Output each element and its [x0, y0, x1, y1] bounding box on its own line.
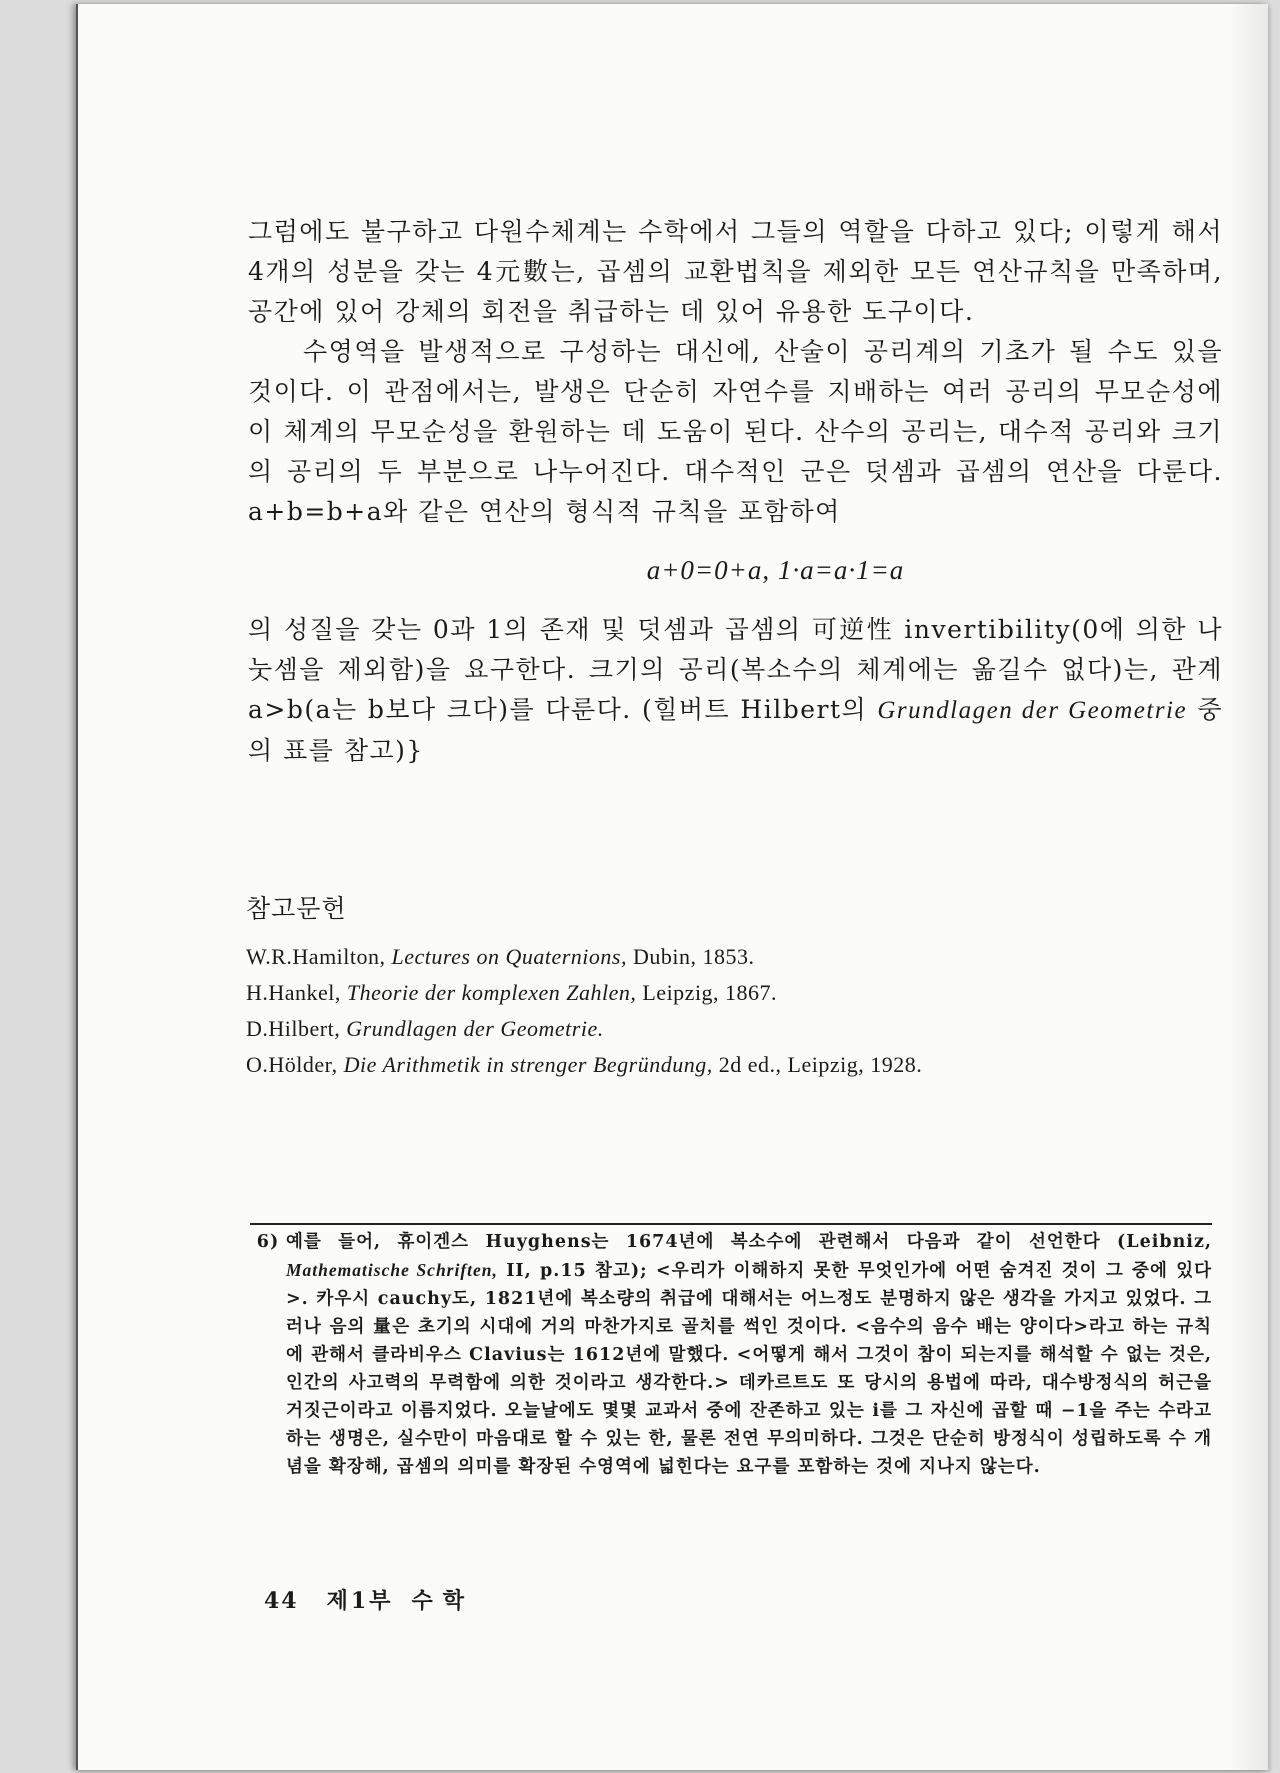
reference-publication: Dubin, 1853.	[626, 944, 755, 969]
subject-label: 수학	[411, 1588, 474, 1614]
footnote-book-title: Mathematische Schriften,	[286, 1260, 498, 1280]
page-footer	[264, 1584, 474, 1615]
footnote-text	[286, 1228, 1212, 1481]
reference-author: W.R.Hamilton,	[246, 944, 392, 969]
footnote-text-part2: II, p.15 참고); <우리가 이해하지 못한 무엇인가에 어떤 숨겨진 것이 그 중에 있다>. 카우시 cauchy도, 1821년에 복소량의 취급에 대해서는 어느정도 분명하지 않은 생각을 가지고 있었다. 그러나 음의 量은 초기의 시대에 거의 마찬가지로 골치를 썩인 것이다. <음수의 음수 배는 양이다>라고 하는 규칙에 관해서 클라비우스 Clavius는 1612년에 말했다. <어떻게 해서 그것이 참이 되는지를 해석할 수 없는 것은, 인간의 사고력의 무력함에 의한 것이라고 생각한다.> 데카르트도 또 당시의 용법에 따라, 대수방정식의 허근을 거짓근이라고 이름지었다. 오늘날에도 몇몇 교과서 중에 잔존하고 있는 i를 그 자신에 곱할 때 −1을 주는 수라고 하는 생명은, 실수만이 마음대로 할 수 있는 한, 물론 전연 무의미하다. 그것은 단순히 방정식이 성립하도록 수 개념을 확장해, 곱셈의 의미를 확장된 수영역에 넓힌다는 요구를 포함하는 것에 지나지 않는다.	[286, 1261, 1213, 1477]
reference-item	[246, 975, 1146, 1011]
references-heading: 참고문헌	[246, 894, 347, 923]
reference-title: Die Arithmetik in strenger Begründung,	[343, 1052, 713, 1077]
main-text-block	[248, 212, 1223, 771]
page-number: 44	[264, 1588, 299, 1614]
paragraph-3-end: 중의 표를 참고)}	[248, 695, 1223, 765]
reference-title: Grundlagen der Geometrie.	[346, 1016, 604, 1041]
reference-author: O.Hölder,	[246, 1052, 344, 1077]
reference-item	[246, 939, 1146, 975]
paragraph-2: 수영역을 발생적으로 구성하는 대신에, 산술이 공리계의 기초가 될 수도 있을 것이다. 이 관점에서는, 발생은 단순히 자연수를 지배하는 여러 공리의 무모순성에 이 체계의 무모순성을 환원하는 데 도움이 된다. 산수의 공리는, 대수적 공리와 크기의 공리의 두 부분으로 나누어진다. 대수적인 군은 덧셈과 곱셈의 연산을 다룬다. a+b=b+a와 같은 연산의 형식적 규칙을 포함하여	[248, 337, 1223, 526]
reference-publication: Leipzig, 1867.	[636, 980, 778, 1005]
reference-title: Theorie der komplexen Zahlen,	[346, 980, 637, 1005]
references-section	[246, 889, 1146, 1083]
reference-author: H.Hankel,	[246, 980, 347, 1005]
reference-author: D.Hilbert,	[246, 1016, 347, 1041]
paragraph-3-book-title: Grundlagen der Geometrie	[877, 697, 1188, 724]
reference-publication: 2d ed., Leipzig, 1928.	[712, 1052, 923, 1077]
footnote-divider	[250, 1223, 1212, 1225]
footnote-text-part1: 예를 들어, 휴이겐스 Huyghens는 1674년에 복소수에 관련해서 다음과 같이 선언한다 (Leibniz,	[286, 1232, 1212, 1252]
reference-item	[246, 1011, 1146, 1047]
page-fold-shadow	[1228, 4, 1268, 1770]
part-label: 제1부	[326, 1588, 394, 1614]
book-page	[76, 4, 1268, 1770]
equation: a+0=0+a, 1·a=a·1=a	[646, 555, 905, 585]
reference-title: Lectures on Quaternions,	[391, 944, 627, 969]
paragraph-3-start: 의 성질을 갖는 0과 1의 존재 및 덧셈과 곱셈의 可逆性 invertibility(0에 의한 나눗셈을 제외함)을 요구한다. 크기의 공리(복소수의 체계에는 옮길수 없다)는, 관계 a>b(a는 b보다 크다)를 다룬다. (힐버트 Hilbert의	[248, 615, 1223, 724]
paragraph-1: 그럼에도 불구하고 다원수체계는 수학에서 그들의 역할을 다하고 있다; 이렇게 해서 4개의 성분을 갖는 4元數는, 곱셈의 교환법칙을 제외한 모든 연산규칙을 만족하며, 공간에 있어 강체의 회전을 취급하는 데 있어 유용한 도구이다.	[248, 217, 1223, 326]
footnote-number: 6)	[256, 1232, 280, 1252]
footnote	[250, 1228, 1212, 1481]
paragraph-3	[248, 610, 1223, 771]
reference-item	[246, 1047, 1146, 1083]
